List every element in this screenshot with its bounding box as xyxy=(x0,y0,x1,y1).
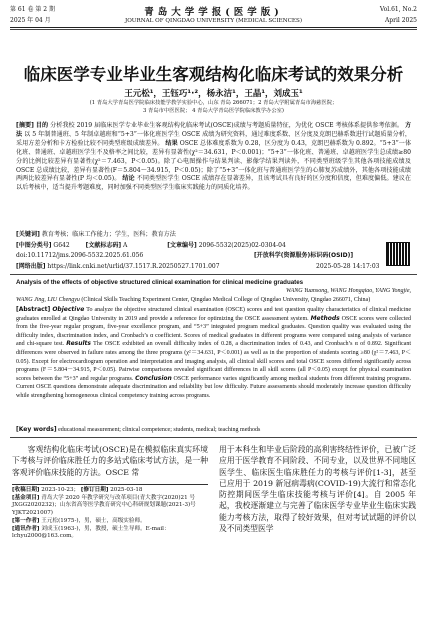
meta-rule xyxy=(10,274,417,275)
footnote-corresponding xyxy=(12,526,208,541)
footnote-dates: [收稿日期] 2023-10-23； [修订日期] 2025-03-18 xyxy=(12,487,143,493)
abstract-cn xyxy=(16,122,411,193)
results-en-text: The OSCE exhibited an overall difficulty index of 0.28, a discrimination index of 0.43, and Cronbach’s α of 0.892. Significant differences were observed in failure rates among the three programs (χ²＝34.631, P＜0.001) as well as in the proportion of students scoring ≥80 (χ²＝7.463, P＜0.05). Except for electrocardiogram operation and interpretation and imaging analysis, all clinical skill scores and total OSCE scores differed significantly across programs (F＝5.804－34.915, P＜0.05). Pairwise comparisons revealed significant differences in all skill scores (all P＜0.05) except for physical examination scores between the “5+3” and regular programs. xyxy=(16,341,411,382)
volume-issue: 第 61 卷 第 2 期 xyxy=(10,6,55,13)
body-right-column: 用于本科生和毕业后阶段的高利害终结性评价，已被广泛应用于医学教育不同阶段、不同专业，以及世界不同地区医学生、临床医生临床胜任力的考核与评价[1-3]，甚至已应用于 2019 新冠病毒病(COVID-19)大流行和常态化防控期间医学生临床技能考核与评价[4]。自 2005 年起，我校逐渐建立与完善了临床医学专业毕业生临床实践能力考核方法，取得了较好效果，但对考试试题的评价以及不同类型医学 xyxy=(219,445,416,534)
english-title: Analysis of the effects of objective structured clinical examination for clinical medicine graduates xyxy=(16,279,304,286)
authors: 王元松¹，王钰巧¹·²，杨永洁¹，王晶¹，刘成玉¹ xyxy=(124,89,303,99)
received-label: [收稿日期] xyxy=(12,487,40,493)
affiliation-line: 3 青岛市中医医院； 4 青岛大学青岛医学院临床教学办公室) xyxy=(143,107,284,114)
affiliations xyxy=(16,100,411,115)
article-no-value: 2096-5532(2025)02-0304-04 xyxy=(198,242,286,249)
online-date: 2025-05-28 14:17:03 xyxy=(316,263,380,270)
english-authors: WANG Yuansong, WANG Hongqiao, YANG Yongjie, WANG Jing, LIU Chengyu xyxy=(16,288,411,303)
doi[interactable]: doi:10.11712/jms.2096-5532.2025.61.056 xyxy=(16,252,144,259)
footnote-fund xyxy=(12,495,208,518)
received-date: 2023-10-23 xyxy=(41,487,74,493)
conclusion-label: 结论 xyxy=(122,175,135,183)
doc-code-label: [文献标志码] xyxy=(85,242,122,249)
article-title: 临床医学专业毕业生客观结构化临床考试的效果分析 xyxy=(23,65,404,84)
methods-label: 方法 xyxy=(16,122,412,138)
english-aff: (Clinical Skills Teaching Experiment Center, Qingdao Medical College of Qingdao University, Qingdao 266071, China) xyxy=(81,296,371,303)
keywords-en-label: [Key words] xyxy=(16,426,57,433)
keywords-text: 教育考核；临床工作能力；学生，医科；教育方法 xyxy=(41,231,176,238)
objective-label: 目的 xyxy=(35,122,49,129)
article-no-label: [文章编号] xyxy=(167,242,197,249)
objective-en-text: To analyze the objective structured clinical examination (OSCE) scores and test question quality characteristics of clinical medicine graduates enrolled at Qingdao University in 2019 and provide a reference for optimizing the OSCE assessment system. xyxy=(16,307,412,322)
conclusion-text: 不同类型医学生 OSCE 成绩存在显著差异，且该考试具有良好的区分度和信度，但难度偏低。建议在以后考核中，适当提升考题难度，同时加强不同类型医学生临床实践能力的同质化培养。 xyxy=(16,175,412,192)
clc-value: G642 xyxy=(53,242,70,249)
keywords-label: [关键词] xyxy=(16,231,40,238)
journal-title-cn: 青岛大学学报(医学版) xyxy=(144,7,283,18)
footnote-rule xyxy=(12,484,208,485)
conclusion-en-label: Conclusion xyxy=(135,374,172,382)
first-author-label: [第一作者] xyxy=(12,517,40,524)
journal-title-en: JOURNAL OF QINGDAO UNIVERSITY (MEDICAL SCIENCES) xyxy=(124,18,303,24)
conclusion-en-text: OSCE performance varies significantly among medical students from different training programs. Current OSCE questions demonstrate adequate discrimination and reliability but low difficulty. Future assessments should moderately increase question difficulty while strengthening homogeneous clinical competency training across programs. xyxy=(16,375,411,399)
footnote-first-author xyxy=(12,518,208,526)
abstract-rule xyxy=(10,437,417,438)
methods-en-text: OSCE scores were collected from the five-year regular program, five-year excellence program, and “5+3” integrated program medical graduates. Question quality was evaluated using the difficulty index, discrimination index, and Cronbach’s α coefficient. Scores of medical graduates in different programs were compared using analysis of variance and chi-square test. xyxy=(16,315,412,348)
fund-text: 青岛大学 2020 年教学研究与改革项目(青大教字(2020)21 号 JXGG2020232)；山东省高等医学教育研究中心科研规划课题(2021-3)号 YJKT2021007) xyxy=(12,494,196,517)
objective-en-label: Objective xyxy=(52,306,85,313)
online-label: [网络出版] xyxy=(16,263,46,270)
issue-date-en: April 2025 xyxy=(384,17,417,24)
abstract-en-label: [Abstract] xyxy=(16,306,51,313)
header-rule-thin xyxy=(10,29,417,30)
volume-issue-en: Vol.61, No.2 xyxy=(379,6,417,13)
clc-label: [中图分类号] xyxy=(16,242,52,249)
abstract-en xyxy=(16,306,411,401)
abstract-label: [摘要] xyxy=(16,122,34,129)
methods-text: 以 5 年制普通班、5 年制卓越班和“5+3”一体化班医学生 OSCE 成绩为研究资料，通过难度系数、区分度及克朗巴赫系数进行试题质量分析，采用方差分析和卡方检验比较不同类型班级成绩差异。 xyxy=(16,130,412,147)
keywords-cn xyxy=(16,231,411,240)
methods-en-label: Methods xyxy=(310,314,340,322)
revised-label: [修订日期] xyxy=(80,487,109,493)
fund-label: [基金项目] xyxy=(12,494,40,501)
corresponding-label: [通讯作者] xyxy=(12,525,40,532)
issue-date-cn: 2025 年 04 月 xyxy=(10,17,51,24)
keywords-en-text: educational measurement; clinical competence; students, medical; teaching methods xyxy=(58,427,261,433)
first-author-text: 王元松(1975-)，男，硕士，高级实验师。 xyxy=(41,517,146,524)
osid-label: [开放科学(资源服务)标识码(OSID)] xyxy=(254,252,354,259)
doc-code-value: A xyxy=(123,242,128,249)
revised-date: 2025-03-18 xyxy=(110,487,143,493)
corresponding-text: 刘成玉(1963-)，男，教授，硕士生导师。E-mail：lchyu2000@163.com。 xyxy=(12,525,170,540)
results-label: 结果 xyxy=(165,139,178,147)
meta-line-1 xyxy=(16,241,411,250)
header-rule xyxy=(10,27,417,28)
results-en-label: Results xyxy=(66,340,91,348)
online-url[interactable]: https://link.cnki.net/urlid/37.1517.R.20250527.1701.007 xyxy=(47,263,220,270)
affiliation-line: (1 青岛大学青岛医学院临床技能学教学实验中心，山东 青岛 266071；2 青岛大学附属青岛市海慈医院； xyxy=(89,100,338,106)
english-authors-aff xyxy=(16,287,411,304)
body-left-column: 客观结构化临床考试(OSCE)是在模拟临床真实环境下考核与评价临床胜任力的多站式临床考试方法，是一种客观评价临床技能的方法。OSCE 常 xyxy=(12,445,208,477)
keywords-en xyxy=(16,426,411,435)
footnotes xyxy=(12,487,208,541)
results-text: OSCE 总体难度系数为 0.28，区分度为 0.43，克朗巴赫系数为 0.892。“5+3”一体化班、普通班、卓越班医学生不及格率之间比较，差异有显著性(χ²＝34.631，P＜0.001)；“5+3”一体化班、普通班、卓越班医学生总成绩≥80 分的比例比较差异有显著性(χ²＝7.463，P＜0.05)。除了心电图操作与结果判读、影像学结果判读外，不同类型班级学生其他各项技能成绩及 OSCE 总成绩比较，差异有显著性(F＝5.804～34.915，P＜0.05)；除了“5+3”一体化班与普通班医学生的心肺复苏成绩外，其他各项技能成绩两两比较差异有显著性(P 均＜0.05)。 xyxy=(16,139,412,183)
objective-text: 分析我校 2019 届临床医学专业毕业生客观结构化临床考试(OSCE)成绩与考题质量特征，为优化 OSCE 考核体系提供参考依据。 xyxy=(50,122,403,129)
